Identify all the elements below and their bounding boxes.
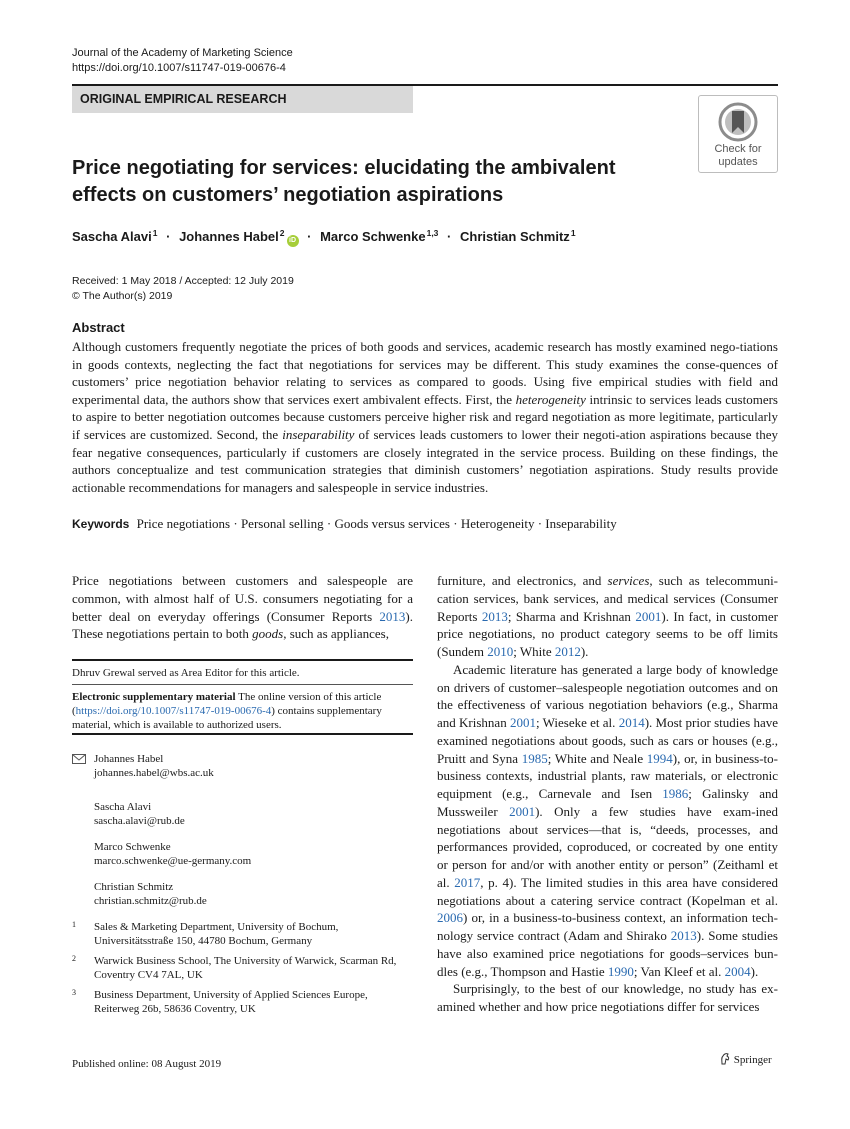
contact-entry — [94, 840, 413, 868]
keywords-list: Price negotiations · Personal selling · Goods versus services · Heterogeneity · Inseparability — [136, 516, 617, 531]
affiliation-number: 1 — [72, 920, 76, 929]
author-affil-sup: 1,3 — [426, 228, 439, 238]
contact-name: Christian Schmitz — [94, 881, 174, 893]
author-name[interactable]: Johannes Habel — [179, 229, 279, 244]
section-banner: ORIGINAL EMPIRICAL RESEARCH — [72, 86, 413, 113]
keywords — [72, 516, 778, 532]
author-name[interactable]: Marco Schwenke — [320, 229, 426, 244]
article-history — [72, 274, 294, 304]
contact-email[interactable]: christian.schmitz@rub.de — [94, 895, 207, 907]
affiliation-entry: 1 Sales & Marketing Department, University of Bochum, Universitätsstraße 150, 44780 Bochum, Germany — [72, 920, 339, 947]
citation-link[interactable]: 1985 — [521, 750, 548, 766]
footnote-rule-bottom — [72, 733, 413, 735]
author-name[interactable]: Sascha Alavi — [72, 229, 152, 244]
contact-email[interactable]: marco.schwenke@ue-germany.com — [94, 855, 252, 867]
abstract-body: Although customers frequently negotiate the prices of both goods and services, academic research has mostly examined nego-tiations in goods contexts, neglecting the fact that negotiations for services may be different. This study examines the conse-quences of customers’ price negotiation behavior relating to services as compared to goods. Using five empirical studies with field and experimental data, the authors show that services exert ambivalent effects. First, the heterogeneity intrinsic to services leads customers to aspire to better negotiation outcomes because customers perceive higher risk and regard negotiation as more legitimate, particularly if services are customized. Second, the inseparability of services leads customers to lower their negoti-ation aspirations because they fear negative consequences, particularly if customers are closely integrated in the service process. Building on these findings, the authors conceptualize and test communication strategies that diminish customers’ negotiation aspirations. Study results provide actionable recommendations for managers and salespeople in service industries. — [72, 339, 778, 495]
body-left-intro: Price negotiations between customers and salespeople are common, with almost half of U.S. consumers negotiating for a better deal on everyday offerings (Consumer Reports 2013). These negotiations pertain to both goods, such as appliances, — [72, 573, 413, 642]
published-date: Published online: 08 August 2019 — [72, 1058, 222, 1070]
body-right-column — [437, 572, 778, 1016]
author-affil-sup: 2 — [279, 228, 285, 238]
publisher-logo — [719, 1052, 772, 1066]
contact-name: Marco Schwenke — [94, 841, 171, 853]
supplementary-doi-link[interactable]: https://doi.org/10.1007/s11747-019-00676-4 — [75, 705, 272, 717]
bookmark-icon — [718, 102, 758, 142]
body-paragraph: Academic literature has generated a large body of knowledge on drivers of customer–salespeople negotiation outcomes and on the effectiveness of various negotiation behaviors (e.g., Sharma and Krishnan 2001; Wieseke et al. 2014). Most prior studies have examined negotiations about goods, such as cars or houses (e.g., Pruitt and Syna 1985; White and Neale 1994), or, in business-to-business contexts, industrial plants, raw materials, or electronic equipment (e.g., Carnevale and Isen 1986; Galinsky and Mussweiler 2001). Only a few studies have exam-ined negotiations about services—that is, “deeds, processes, and performances provided, coproduced, or cocreated by one entity or person for and/or with another entity or person” (Zeithaml et al. 2017, p. 4). The limited studies in this area have considered negotiations about a catering service contract (Kopelman et al. 2006) or, in a business-to-business context, an information tech-nology service contract (Adam and Shirako 2013). Some studies have also examined price negotiations for goods–services bun-dles (e.g., Thompson and Hastie 1990; Van Kleef et al. 2004). — [437, 661, 778, 979]
contact-entry — [94, 800, 413, 828]
abstract-heading: Abstract — [72, 320, 125, 335]
contact-email[interactable]: johannes.habel@wbs.ac.uk — [94, 767, 214, 779]
citation-link[interactable]: 2013 — [670, 928, 697, 943]
affiliations — [72, 920, 413, 1022]
received-dates: Received: 1 May 2018 / Accepted: 12 July 2019 — [72, 275, 294, 287]
contact-name: Sascha Alavi — [94, 801, 152, 813]
keywords-label: Keywords — [72, 517, 130, 531]
separator-dot: · — [166, 229, 171, 244]
check-updates-line1: Check for — [714, 143, 762, 155]
journal-name: Journal of the Academy of Marketing Science — [72, 47, 293, 59]
author-list — [72, 228, 576, 247]
envelope-icon — [72, 754, 86, 764]
publisher-name: Springer — [733, 1054, 772, 1066]
footnote-divider — [72, 684, 413, 685]
citation-link[interactable]: 1994 — [646, 750, 673, 766]
author-name[interactable]: Christian Schmitz — [460, 229, 570, 244]
supplementary-note: Electronic supplementary material The online version of this article (https://doi.org/10.1007/s11747-019-00676-4) contains supplementary material, which is available to authorized users. — [72, 691, 382, 731]
citation-link[interactable]: 2017 — [454, 874, 481, 890]
contact-entry — [94, 752, 413, 780]
article-title: Price negotiating for services: elucidating the ambivalent effects on customers’ negotiation aspirations — [72, 157, 616, 206]
contact-entry — [94, 880, 413, 908]
author-affil-sup: 1 — [152, 228, 158, 238]
editor-note: Dhruv Grewal served as Area Editor for this article. — [72, 667, 300, 679]
orcid-icon[interactable]: iD — [287, 235, 299, 247]
body-paragraph: furniture, and electronics, and services, such as telecommuni-cation services, bank services, and medical services (Consumer Reports 2013; Sharma and Krishnan 2001). In fact, in customer price negotiations, no product category seems to be off limits (Sundem 2010; White 2012). — [437, 573, 779, 659]
copyright-line: © The Author(s) 2019 — [72, 290, 173, 302]
citation-link[interactable]: 2012 — [554, 644, 581, 659]
contact-email[interactable]: sascha.alavi@rub.de — [94, 815, 185, 827]
check-for-updates-badge[interactable] — [698, 95, 778, 173]
body-paragraph: Surprisingly, to the best of our knowledge, no study has ex-amined whether and how price negotiations differ for services — [437, 981, 778, 1014]
contact-name: Johannes Habel — [94, 753, 164, 765]
citation-link[interactable]: 2001 — [509, 803, 536, 819]
author-affil-sup: 1 — [570, 228, 576, 238]
journal-doi[interactable]: https://doi.org/10.1007/s11747-019-00676-4 — [72, 62, 286, 74]
citation-link[interactable]: 1990 — [607, 963, 634, 979]
corresponding-contacts — [72, 752, 413, 920]
citation-link[interactable]: 2006 — [437, 910, 463, 926]
affiliation-entry: 2 Warwick Business School, The University of Warwick, Scarman Rd, Coventry CV4 7AL, UK — [72, 954, 397, 981]
journal-header — [72, 46, 293, 76]
separator-dot: · — [307, 229, 312, 244]
citation-link[interactable]: 2001 — [509, 715, 536, 730]
affiliation-number: 2 — [72, 954, 76, 963]
separator-dot: · — [447, 229, 452, 244]
springer-horse-icon — [719, 1052, 731, 1065]
citation-link[interactable]: 1986 — [662, 786, 689, 801]
affiliation-number: 3 — [72, 988, 76, 997]
citation-link[interactable]: 2004 — [724, 963, 751, 979]
citation-link[interactable]: 2013 — [379, 608, 406, 624]
citation-link[interactable]: 2013 — [481, 608, 508, 624]
check-updates-line2: updates — [718, 156, 758, 168]
affiliation-entry: 3 Business Department, University of Applied Sciences Europe, Reiterweg 26b, 58636 Coventry, UK — [72, 988, 368, 1015]
citation-link[interactable]: 2010 — [487, 644, 514, 659]
footnote-rule — [72, 659, 413, 661]
citation-link[interactable]: 2014 — [618, 715, 645, 730]
citation-link[interactable]: 2001 — [635, 608, 662, 624]
